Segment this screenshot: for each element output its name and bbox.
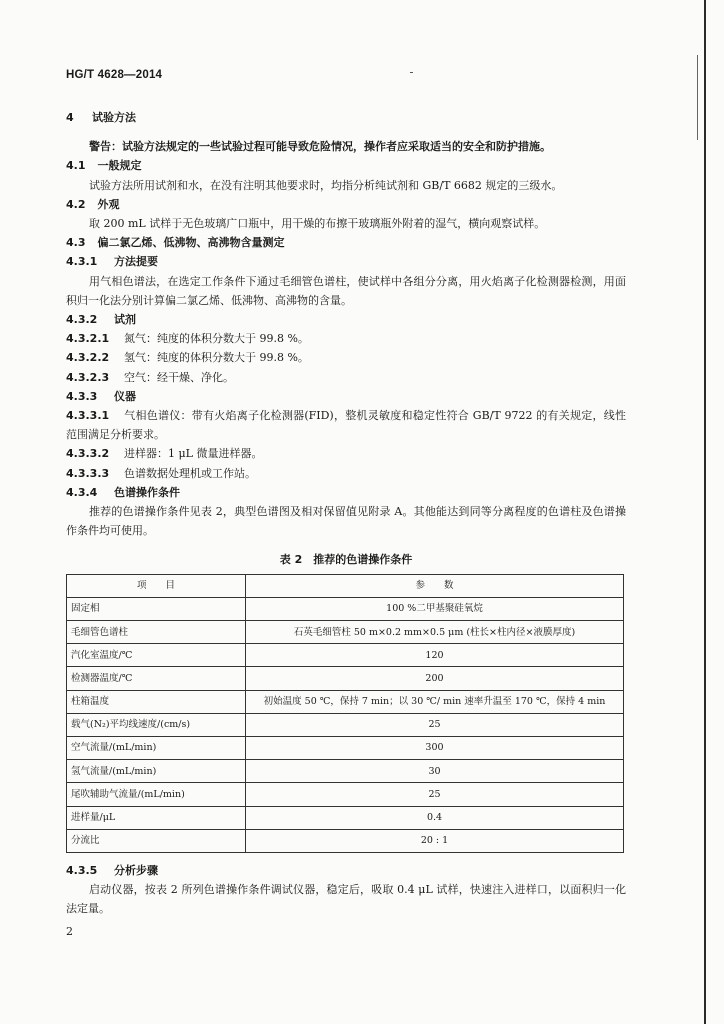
instrument-syringe: [66, 444, 626, 463]
section-4-3-2-heading: [66, 310, 626, 329]
item-number: 4.3.3.3: [66, 466, 110, 480]
section-title: 外观: [97, 197, 120, 211]
item-number: 4.3.2.1: [66, 332, 110, 346]
item-text: 氢气：纯度的体积分数大于 99.8 %。: [124, 351, 309, 365]
section-number: 4.3.4: [66, 485, 98, 499]
table-row: [67, 760, 624, 783]
row-label: 汽化室温度/℃: [67, 644, 246, 667]
row-label: 毛细管色谱柱: [67, 621, 246, 644]
row-value: 初始温度 50 ℃，保持 7 min；以 30 ℃/ min 速率升温至 170 ℃，保持 4 min: [246, 690, 624, 713]
section-4-3-heading: [66, 233, 626, 252]
table-row: [67, 783, 624, 806]
item-text: 气相色谱仪：带有火焰离子化检测器(FID)，整机灵敏度和稳定性符合 GB/T 9722 的有关规定，线性范围满足分析要求。: [66, 409, 626, 442]
row-label: 载气(N₂)平均线速度/(cm/s): [67, 713, 246, 736]
row-value: 300: [246, 736, 624, 759]
row-label: 检测器温度/℃: [67, 667, 246, 690]
table-2-title: 表 2 推荐的色谱操作条件: [279, 553, 413, 567]
row-value: 120: [246, 644, 624, 667]
scan-speck: [410, 72, 413, 73]
section-4-1-heading: [66, 156, 626, 175]
row-value: 20 : 1: [246, 829, 624, 852]
reagent-nitrogen: [66, 329, 626, 348]
reagent-hydrogen: [66, 348, 626, 367]
table-row: [67, 597, 624, 620]
section-title: 试剂: [114, 313, 136, 327]
row-label: 空气流量/(mL/min): [67, 736, 246, 759]
row-value: 0.4: [246, 806, 624, 829]
row-label: 氢气流量/(mL/min): [67, 760, 246, 783]
page-number: 2: [66, 925, 73, 938]
row-value: 25: [246, 783, 624, 806]
section-4-2-heading: [66, 195, 626, 214]
section-title: 分析步骤: [114, 863, 158, 877]
table-row: [67, 644, 624, 667]
row-label: 进样量/μL: [67, 806, 246, 829]
section-4-heading: [66, 108, 626, 127]
section-4-1-text: 试验方法所用试剂和水，在没有注明其他要求时，均指分析纯试剂和 GB/T 6682 规定的三级水。: [89, 178, 563, 192]
row-value: 100 %二甲基聚硅氧烷: [246, 597, 624, 620]
section-number: 4.3.3: [66, 389, 98, 403]
table-header-row: [67, 574, 624, 597]
section-title: 色谱操作条件: [114, 485, 180, 499]
item-text: 进样器：1 μL 微量进样器。: [124, 447, 263, 461]
standard-number: HG/T 4628—2014: [66, 69, 163, 81]
table-row: [67, 690, 624, 713]
table-row: [67, 736, 624, 759]
table-row: [67, 806, 624, 829]
section-number: 4.3.5: [66, 863, 98, 877]
row-label: 柱箱温度: [67, 690, 246, 713]
table-row: [67, 667, 624, 690]
section-4-3-5-heading: [66, 861, 626, 880]
row-value: 200: [246, 667, 624, 690]
section-number: 4.3: [66, 236, 86, 250]
section-4-3-1-heading: [66, 252, 626, 271]
item-text: 空气：经干燥、净化。: [124, 370, 234, 384]
row-value: 30: [246, 760, 624, 783]
section-number: 4.2: [66, 197, 86, 211]
table-row: [67, 829, 624, 852]
table-row: [67, 621, 624, 644]
section-title: 方法提要: [114, 255, 158, 269]
column-header-parameter: 参 数: [246, 574, 624, 597]
section-number: 4.3.1: [66, 255, 98, 269]
item-number: 4.3.2.2: [66, 351, 110, 365]
safety-warning: 警告：试验方法规定的一些试验过程可能导致危险情况，操作者应采取适当的安全和防护措施。: [89, 140, 551, 154]
section-4-3-3-heading: [66, 387, 626, 406]
section-4-3-1-text: 用气相色谱法，在选定工作条件下通过毛细管色谱柱，使试样中各组分分离，用火焰离子化检测器检测，用面积归一化法分别计算偏二氯乙烯、低沸物、高沸物的含量。: [66, 274, 626, 307]
section-title: 仪器: [114, 389, 136, 403]
section-title: 一般规定: [97, 159, 142, 173]
table-row: [67, 713, 624, 736]
item-text: 色谱数据处理机或工作站。: [124, 466, 256, 480]
item-text: 氮气：纯度的体积分数大于 99.8 %。: [124, 332, 309, 346]
section-4-2-text: 取 200 mL 试样于无色玻璃广口瓶中，用干燥的布擦干玻璃瓶外附着的湿气，横向观察试样。: [89, 217, 546, 231]
row-label: 尾吹辅助气流量/(mL/min): [67, 783, 246, 806]
row-value: 25: [246, 713, 624, 736]
section-4-3-5-text: 启动仪器，按表 2 所列色谱操作条件调试仪器，稳定后，吸取 0.4 μL 试样，快速注入进样口，以面积归一化法定量。: [66, 883, 626, 916]
section-number: 4: [66, 111, 74, 124]
page-edge-mark: [697, 55, 698, 140]
column-header-item: 项 目: [67, 574, 246, 597]
row-label: 固定相: [67, 597, 246, 620]
section-4-3-4-text: 推荐的色谱操作条件见表 2，典型色谱图及相对保留值见附录 A。其他能达到同等分离程度的色谱柱及色谱操作条件均可使用。: [66, 505, 626, 538]
page-body: [66, 108, 626, 919]
page-edge-line: [704, 0, 706, 1024]
section-4-3-4-heading: [66, 483, 626, 502]
item-number: 4.3.3.1: [66, 409, 110, 423]
row-label: 分流比: [67, 829, 246, 852]
section-number: 4.3.2: [66, 313, 98, 327]
instrument-gc: [66, 406, 626, 444]
item-number: 4.3.3.2: [66, 447, 110, 461]
section-title: 试验方法: [92, 111, 136, 124]
section-number: 4.1: [66, 159, 86, 173]
row-value: 石英毛细管柱 50 m×0.2 mm×0.5 μm (柱长×柱内径×液膜厚度): [246, 621, 624, 644]
reagent-air: [66, 368, 626, 387]
section-title: 偏二氯乙烯、低沸物、高沸物含量测定: [97, 236, 285, 250]
item-number: 4.3.2.3: [66, 370, 110, 384]
table-2: [66, 574, 624, 853]
instrument-workstation: [66, 464, 626, 483]
